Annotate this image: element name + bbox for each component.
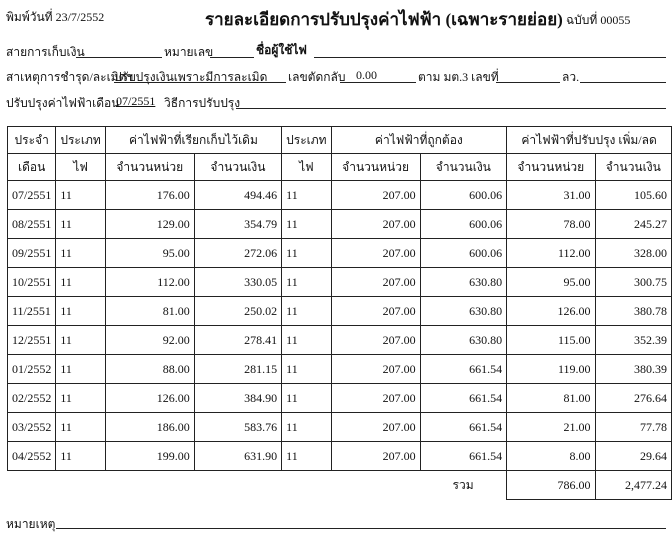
- row-orig-amount: 631.90: [194, 442, 281, 471]
- row-corr-units: 207.00: [331, 413, 420, 442]
- row-type: 11: [56, 181, 105, 210]
- row-adj-units: 126.00: [507, 297, 595, 326]
- row-orig-units: 186.00: [105, 413, 194, 442]
- row-corr-amount: 661.54: [420, 384, 507, 413]
- table-row: [8, 210, 672, 239]
- row-month: 01/2552: [8, 355, 56, 384]
- row-type2: 11: [282, 384, 331, 413]
- row-adj-units: 95.00: [507, 268, 595, 297]
- counter-label: เลขตัดกลับ: [288, 70, 346, 84]
- row-adj-units: 31.00: [507, 181, 595, 210]
- counter-value: 0.00: [356, 68, 377, 82]
- row-orig-units: 112.00: [105, 268, 194, 297]
- row-corr-units: 207.00: [331, 210, 420, 239]
- row-type: 11: [56, 210, 105, 239]
- row-month: 10/2551: [8, 268, 56, 297]
- reason-value: ปรับปรุงเงินเพราะมีการละเมิด: [114, 70, 268, 84]
- row-type: 11: [56, 326, 105, 355]
- row-orig-amount: 354.79: [194, 210, 281, 239]
- row-type2: 11: [282, 297, 331, 326]
- row-adj-amount: 380.39: [595, 355, 671, 384]
- row-orig-units: 129.00: [105, 210, 194, 239]
- row-corr-units: 207.00: [331, 355, 420, 384]
- row-type: 11: [56, 239, 105, 268]
- row-month: 04/2552: [8, 442, 56, 471]
- row-corr-amount: 600.06: [420, 210, 507, 239]
- row-adj-amount: 352.39: [595, 326, 671, 355]
- collection-line-field[interactable]: [76, 57, 162, 58]
- meeting-number-field[interactable]: [496, 82, 560, 83]
- adjust-month-value: 07/2551: [116, 94, 156, 108]
- row-month: 02/2552: [8, 384, 56, 413]
- table-row: [8, 326, 672, 355]
- row-type: 11: [56, 268, 105, 297]
- table-row: [8, 413, 672, 442]
- row-corr-units: 207.00: [331, 239, 420, 268]
- row-month: 07/2551: [8, 181, 56, 210]
- row-adj-amount: 328.00: [595, 239, 671, 268]
- table-row: [8, 384, 672, 413]
- row-corr-amount: 661.54: [420, 413, 507, 442]
- row-adj-units: 81.00: [507, 384, 595, 413]
- row-orig-amount: 494.46: [194, 181, 281, 210]
- row-type2: 11: [282, 326, 331, 355]
- row-type: 11: [56, 384, 105, 413]
- row-orig-units: 199.00: [105, 442, 194, 471]
- total-label: รวม: [452, 477, 474, 492]
- row-type2: 11: [282, 210, 331, 239]
- header-corr-units: จำนวนหน่วย: [331, 154, 420, 181]
- row-adj-amount: 276.64: [595, 384, 671, 413]
- header-adjust-group: ค่าไฟฟ้าที่ปรับปรุง เพิ่ม/ลด: [507, 127, 672, 154]
- table-row: [8, 355, 672, 384]
- table-row: [8, 181, 672, 210]
- row-corr-amount: 661.54: [420, 355, 507, 384]
- row-orig-units: 81.00: [105, 297, 194, 326]
- adjust-month-label: ปรับปรุงค่าไฟฟ้าเดือน: [6, 96, 120, 110]
- table-row: [8, 442, 672, 471]
- number-field[interactable]: [210, 57, 254, 58]
- row-orig-units: 126.00: [105, 384, 194, 413]
- row-type2: 11: [282, 181, 331, 210]
- row-adj-amount: 380.78: [595, 297, 671, 326]
- row-type: 11: [56, 355, 105, 384]
- reason-field-line: [114, 82, 286, 83]
- row-orig-units: 176.00: [105, 181, 194, 210]
- row-orig-amount: 330.05: [194, 268, 281, 297]
- document-title: รายละเอียดการปรับปรุงค่าไฟฟ้า (เฉพาะรายย่อย): [205, 10, 563, 29]
- date-field[interactable]: [580, 82, 666, 83]
- header-orig-amount: จำนวนเงิน: [194, 154, 281, 181]
- user-name-field[interactable]: [314, 57, 666, 58]
- row-adj-units: 119.00: [507, 355, 595, 384]
- row-corr-units: 207.00: [331, 297, 420, 326]
- total-amount: 2,477.24: [595, 471, 671, 500]
- remark-field[interactable]: [56, 528, 666, 529]
- row-adj-amount: 29.64: [595, 442, 671, 471]
- row-corr-amount: 600.06: [420, 181, 507, 210]
- row-type2: 11: [282, 442, 331, 471]
- user-name-label: ชื่อผู้ใช้ไฟ: [256, 43, 307, 57]
- header-correct-group: ค่าไฟฟ้าที่ถูกต้อง: [331, 127, 507, 154]
- table-row: [8, 297, 672, 326]
- row-month: 11/2551: [8, 297, 56, 326]
- row-orig-amount: 250.02: [194, 297, 281, 326]
- copy-number: ฉบับที่ 00055: [566, 13, 631, 27]
- total-row: [8, 471, 672, 500]
- row-corr-units: 207.00: [331, 181, 420, 210]
- row-adj-amount: 300.75: [595, 268, 671, 297]
- row-month: 12/2551: [8, 326, 56, 355]
- row-orig-amount: 281.15: [194, 355, 281, 384]
- collection-line-label: สายการเก็บเงิน: [6, 45, 85, 59]
- counter-field-line: [340, 82, 416, 83]
- header-original-group: ค่าไฟฟ้าที่เรียกเก็บไว้เดิม: [105, 127, 281, 154]
- row-type: 11: [56, 413, 105, 442]
- row-orig-units: 92.00: [105, 326, 194, 355]
- row-corr-units: 207.00: [331, 442, 420, 471]
- row-corr-amount: 630.80: [420, 326, 507, 355]
- row-corr-amount: 600.06: [420, 239, 507, 268]
- header-orig-units: จำนวนหน่วย: [105, 154, 194, 181]
- header-adj-amount: จำนวนเงิน: [595, 154, 671, 181]
- header-corr-amount: จำนวนเงิน: [420, 154, 507, 181]
- row-type: 11: [56, 297, 105, 326]
- header-type2-bottom: ไฟ: [282, 154, 331, 181]
- row-corr-units: 207.00: [331, 326, 420, 355]
- row-type2: 11: [282, 239, 331, 268]
- row-corr-amount: 630.80: [420, 297, 507, 326]
- row-month: 09/2551: [8, 239, 56, 268]
- method-label: วิธีการปรับปรุง: [164, 96, 241, 110]
- number-label: หมายเลข: [164, 45, 214, 59]
- adjustment-table: [7, 126, 672, 500]
- remark-label: หมายเหตุ: [6, 517, 56, 531]
- row-adj-amount: 105.60: [595, 181, 671, 210]
- row-adj-units: 115.00: [507, 326, 595, 355]
- total-units: 786.00: [507, 471, 595, 500]
- meeting-number-label: ตาม มต.3 เลขที่: [418, 70, 499, 84]
- header-month-top: ประจำ: [8, 127, 56, 154]
- row-orig-amount: 583.76: [194, 413, 281, 442]
- row-adj-units: 8.00: [507, 442, 595, 471]
- header-adj-units: จำนวนหน่วย: [507, 154, 595, 181]
- row-adj-units: 78.00: [507, 210, 595, 239]
- row-corr-units: 207.00: [331, 268, 420, 297]
- row-corr-units: 207.00: [331, 384, 420, 413]
- header-month-bottom: เดือน: [8, 154, 56, 181]
- table-row: [8, 239, 672, 268]
- header-type2-top: ประเภท: [282, 127, 331, 154]
- row-adj-amount: 245.27: [595, 210, 671, 239]
- row-adj-units: 21.00: [507, 413, 595, 442]
- row-orig-units: 88.00: [105, 355, 194, 384]
- row-month: 03/2552: [8, 413, 56, 442]
- row-orig-amount: 272.06: [194, 239, 281, 268]
- print-date: พิมพ์วันที่ 23/7/2552: [6, 10, 105, 24]
- row-type2: 11: [282, 355, 331, 384]
- method-field[interactable]: [236, 108, 666, 109]
- row-orig-amount: 384.90: [194, 384, 281, 413]
- row-orig-units: 95.00: [105, 239, 194, 268]
- reason-label: สาเหตุการชำรุด/ละเมิดฯ: [6, 70, 134, 84]
- date-label: ลว.: [562, 70, 580, 84]
- row-corr-amount: 661.54: [420, 442, 507, 471]
- row-corr-amount: 630.80: [420, 268, 507, 297]
- row-adj-units: 112.00: [507, 239, 595, 268]
- header-type-bottom: ไฟ: [56, 154, 105, 181]
- row-orig-amount: 278.41: [194, 326, 281, 355]
- row-adj-amount: 77.78: [595, 413, 671, 442]
- row-month: 08/2551: [8, 210, 56, 239]
- row-type: 11: [56, 442, 105, 471]
- row-type2: 11: [282, 413, 331, 442]
- table-row: [8, 268, 672, 297]
- header-type-top: ประเภท: [56, 127, 105, 154]
- row-type2: 11: [282, 268, 331, 297]
